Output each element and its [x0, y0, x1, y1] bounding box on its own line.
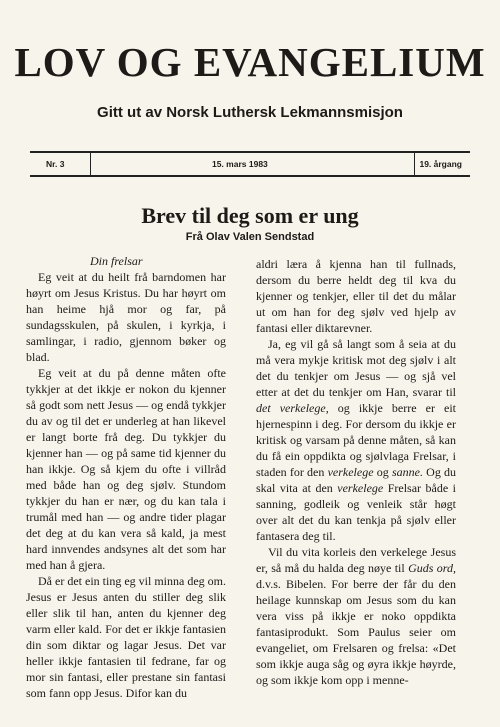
paragraph: Ja, eg vil gå så langt som å seia at du må vera mykje kritisk mot deg sjølv i alt det du tenkjer om Jesus — og sjå vel etter at det du tenkjer om Han, svarar til det verkelege, og ikkje berre er eit hjernespinn i deg. For dersom du ikkje er kritisk og varsam på denne måten, så kan du få ein oppdikta og sjølvlaga Frelsar, i staden for den verkelege og sanne. Og du skal vita at den verkelege Frelsar både i sanning, godleik og venleik står høgt over alt det du kan tenkja på sjølv eller fantasera deg til.: [256, 337, 457, 543]
masthead-title: LOV OG EVANGELIUM: [14, 39, 486, 85]
article-title: Brev til deg som er ung: [141, 203, 359, 228]
paragraph: aldri læra å kjenna han til fullnads, dersom du berre heldt deg til kva du kjenner og tenkjer, eller til det du målar ut om han for deg sjølv ved hjelp av fantasi eller diktarevner.: [256, 257, 456, 335]
issue-volume: 19. årgang: [419, 159, 462, 169]
divider: [90, 153, 91, 175]
issue-number: Nr. 3: [46, 159, 65, 169]
paragraph: Vil du vita korleis den verkelege Jesus er, så må du halda deg nøye til Guds ord, d.v.s. Bibelen. For berre der får du den heilage kunnskap om Jesus som du kan vera viss på ikkje er noko oppdikta fantasiprodukt. Som Paulus seier om evangeliet, om Frelsaren og frelsa: «Det som ikkje auga såg og øyra ikkje høyrde, og som ikkje kom opp i menne-: [256, 545, 457, 687]
masthead-subtitle: Gitt ut av Norsk Luthersk Lekmannsmisjon: [97, 104, 403, 121]
issue-date: 15. mars 1983: [212, 159, 268, 169]
issue-info-bar: [30, 151, 470, 177]
article-subhead: Din frelsar: [90, 254, 143, 268]
paragraph: Då er det ein ting eg vil minna deg om. Jesus er Jesus anten du stiller deg slik eller slik til han, anten du kjenner deg varm eller kald. For det er ikkje fantasien din som diktar og lagar Jesus. Det var heller ikkje fantasien til fedrane, far og mor sin fantasi, eller prestane sin fantasi som fann opp Jesus. Difor kan du: [26, 574, 226, 700]
article-byline: Frå Olav Valen Sendstad: [185, 231, 315, 243]
paragraph: Eg veit at du på denne måten ofte tykkjer at det ikkje er nokon du kjenner så godt som nett Jesus — og endå tykkjer du av og til det er underleg at han likevel er langt borte frå deg. Du tykkjer du kjenner han — og på same tid kjenner du han ikkje. Og så kjem du ofte i villråd med både han og deg sjølv. Stundom tykkjer du han er nær, og du kan tala i trumål med han — og andre tider plagar det deg at du kan vera så kald, ja mest hard innvendes andsynes alt det som har med han å gjera.: [26, 366, 226, 572]
paragraph: Eg veit at du heilt frå barndomen har høyrt om Jesus Kristus. Du har høyrt om han heime hjå mor og far, på sundagsskulen, på skulen, i kyrkja, i samlingar, i radio, gjennom bøker og blad.: [26, 270, 226, 364]
article-column-right: [256, 256, 456, 688]
article-column-left: [26, 253, 226, 701]
divider: [414, 153, 415, 175]
